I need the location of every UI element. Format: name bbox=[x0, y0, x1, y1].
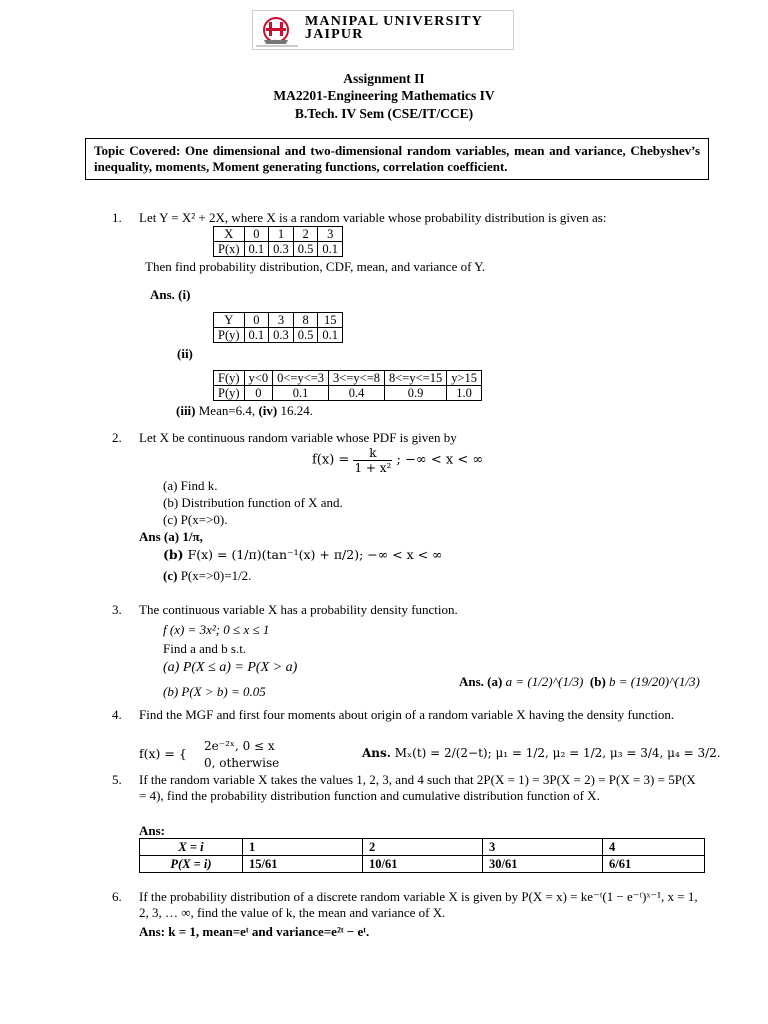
table-cell: 2 bbox=[293, 227, 318, 242]
table-cell: 0 bbox=[244, 313, 269, 328]
table-row-header: X bbox=[214, 227, 245, 242]
q2-pdf bbox=[312, 446, 483, 475]
q1-text: Let Y = X² + 2X, where X is a random variable whose probability distribution is given as: bbox=[139, 210, 607, 225]
q2-pdf-fraction bbox=[353, 446, 392, 475]
table-cell: 0.4 bbox=[329, 386, 385, 401]
q2-ans-c-label: (c) bbox=[163, 568, 178, 583]
table-cell: 0.3 bbox=[269, 242, 294, 257]
q1-number: 1. bbox=[112, 210, 122, 225]
q4-case-2: 0, otherwise bbox=[204, 756, 280, 770]
q3-text: The continuous variable X has a probability density function. bbox=[139, 602, 458, 617]
q1-ans-iii-label: (iii) bbox=[176, 403, 196, 418]
q4-ans-label: Ans. bbox=[362, 746, 391, 760]
table-cell: y<0 bbox=[244, 371, 273, 386]
table-row bbox=[140, 856, 705, 873]
q3-answer bbox=[459, 674, 700, 690]
table-cell: 15 bbox=[318, 313, 343, 328]
q1-ans-iv: 16.24. bbox=[277, 403, 313, 418]
table-cell: 0.1 bbox=[273, 386, 329, 401]
q2-ans-b-label: (b) bbox=[163, 547, 184, 562]
table-cell: 4 bbox=[603, 839, 705, 856]
q2-part-a: (a) Find k. bbox=[163, 478, 218, 493]
table-row-header: P(y) bbox=[214, 386, 245, 401]
q1-table-cdf bbox=[213, 370, 482, 401]
q4-text: Find the MGF and first four moments about origin of a random variable X having the density function. bbox=[139, 707, 675, 722]
q3-pdf: f (x) = 3x²; 0 ≤ x ≤ 1 bbox=[163, 622, 270, 637]
table-cell: 10/61 bbox=[363, 856, 483, 873]
program-title: B.Tech. IV Sem (CSE/IT/CCE) bbox=[294, 106, 474, 121]
table-cell: 3 bbox=[483, 839, 603, 856]
table-row-header: X = i bbox=[140, 839, 243, 856]
q2-ans-b bbox=[163, 547, 442, 563]
q2-part-b: (b) Distribution function of X and. bbox=[163, 495, 343, 510]
q5-table bbox=[139, 838, 705, 873]
table-row-header: Y bbox=[214, 313, 245, 328]
q5-ans-label: Ans: bbox=[139, 823, 166, 838]
table-cell: 0.5 bbox=[293, 328, 318, 343]
q1-ans-ii: (ii) bbox=[177, 346, 193, 361]
table-row bbox=[214, 313, 343, 328]
table-cell: 0.1 bbox=[244, 328, 269, 343]
table-cell: 0.9 bbox=[385, 386, 447, 401]
course-title: MA2201-Engineering Mathematics IV bbox=[273, 88, 495, 103]
table-cell: 3<=y<=8 bbox=[329, 371, 385, 386]
q4-case-1: 2e⁻²ˣ, 0 ≤ x bbox=[204, 739, 275, 753]
q6-answer: Ans: k = 1, mean=eᵗ and variance=e²ᵗ − eᵗ. bbox=[139, 924, 370, 939]
q2-ans-a: Ans (a) 1/π, bbox=[139, 529, 203, 544]
table-cell: 1 bbox=[269, 227, 294, 242]
table-row bbox=[214, 227, 343, 242]
q2-number: 2. bbox=[112, 430, 122, 445]
q2-pdf-range: ; −∞ < x < ∞ bbox=[396, 452, 484, 468]
q2-ans-c bbox=[163, 568, 251, 584]
q2-part-c: (c) P(x=>0). bbox=[163, 512, 228, 527]
university-name bbox=[305, 15, 483, 41]
table-cell: 2 bbox=[363, 839, 483, 856]
q3-ans-a: a = (1/2)^(1/3) bbox=[505, 674, 584, 689]
table-cell: 30/61 bbox=[483, 856, 603, 873]
q3-cond-b: (b) P(X > b) = 0.05 bbox=[163, 684, 266, 699]
q1-ans-mean-var bbox=[176, 403, 313, 419]
table-cell: 0 bbox=[244, 227, 269, 242]
table-cell: 0.1 bbox=[318, 328, 343, 343]
q1-ans-iv-label: (iv) bbox=[258, 403, 278, 418]
table-cell: 0.5 bbox=[293, 242, 318, 257]
table-row bbox=[214, 328, 343, 343]
table-cell: 3 bbox=[318, 227, 343, 242]
q1-table-x bbox=[213, 226, 343, 257]
q1-then: Then find probability distribution, CDF, mean, and variance of Y. bbox=[145, 259, 486, 274]
table-row bbox=[214, 386, 482, 401]
q4-answer bbox=[362, 745, 721, 761]
table-cell: 8<=y<=15 bbox=[385, 371, 447, 386]
university-title: MANIPAL UNIVERSITY bbox=[305, 14, 484, 29]
q3-ans-label: Ans. (a) bbox=[459, 674, 503, 689]
assignment-title: Assignment II bbox=[343, 71, 425, 86]
table-row-header: F(y) bbox=[214, 371, 245, 386]
table-cell: 0<=y<=3 bbox=[273, 371, 329, 386]
q3-number: 3. bbox=[112, 602, 122, 617]
q3-ans-b-label: (b) bbox=[589, 674, 606, 689]
table-cell: y>15 bbox=[447, 371, 482, 386]
q3-cond-a: (a) P(X ≤ a) = P(X > a) bbox=[163, 660, 298, 675]
table-cell: 0.3 bbox=[269, 328, 294, 343]
q2-pdf-den: 1 + x² bbox=[354, 461, 392, 475]
q5-number: 5. bbox=[112, 772, 122, 787]
table-cell: 6/61 bbox=[603, 856, 705, 873]
q2-ans-b-formula: F(x) = (1/π)(tan⁻¹(x) + π/2); −∞ < x < ∞ bbox=[187, 547, 443, 562]
table-row-header: P(y) bbox=[214, 328, 245, 343]
q2-pdf-lhs: f(x) = bbox=[312, 452, 350, 468]
table-cell: 1.0 bbox=[447, 386, 482, 401]
q1-table-y bbox=[213, 312, 343, 343]
q4-ans-formula: Mₓ(t) = 2/(2−t); μ₁ = 1/2, μ₂ = 1/2, μ₃ = 3/4, μ₄ = 3/2. bbox=[394, 746, 721, 760]
university-city: JAIPUR bbox=[305, 27, 364, 42]
table-cell: 15/61 bbox=[243, 856, 363, 873]
table-cell: 3 bbox=[269, 313, 294, 328]
topic-box: Topic Covered: One dimensional and two-dimensional random variables, mean and variance, Chebyshev’s inequality, moments, Moment generating functions, correlation coefficient. bbox=[85, 138, 709, 180]
q4-pdf-lhs: f(x) = { bbox=[139, 746, 187, 761]
q6-text: If the probability distribution of a discrete random variable X is given by P(X = x) = ke⁻ᵗ(1 − e⁻ᵗ)ˣ⁻¹, x = 1, 2, 3, … ∞, find the value of k, the mean and variance of X. bbox=[139, 889, 698, 920]
table-cell: 0.1 bbox=[244, 242, 269, 257]
q3-ans-b: b = (19/20)^(1/3) bbox=[609, 674, 700, 689]
table-cell: 0.1 bbox=[318, 242, 343, 257]
q4-number: 4. bbox=[112, 707, 122, 722]
table-row bbox=[214, 371, 482, 386]
q2-text: Let X be continuous random variable whose PDF is given by bbox=[139, 430, 457, 445]
table-row bbox=[214, 242, 343, 257]
q5-text: If the random variable X takes the values 1, 2, 3, and 4 such that 2P(X = 1) = 3P(X = 2) = P(X = 3) = 5P(X = 4), find the probability distribution function and cumulative distribution function of X. bbox=[139, 772, 696, 803]
q1-ans-i: Ans. (i) bbox=[150, 287, 191, 302]
table-cell: 8 bbox=[293, 313, 318, 328]
q6-number: 6. bbox=[112, 889, 122, 904]
table-row-header: P(x) bbox=[214, 242, 245, 257]
table-cell: 0 bbox=[244, 386, 273, 401]
table-cell: 1 bbox=[243, 839, 363, 856]
q3-find: Find a and b s.t. bbox=[163, 641, 247, 656]
q2-ans-c-text: P(x=>0)=1/2. bbox=[177, 568, 252, 583]
q2-pdf-num: k bbox=[353, 446, 392, 461]
table-row-header: P(X = i) bbox=[140, 856, 243, 873]
q1-ans-iii: Mean=6.4, bbox=[195, 403, 259, 418]
table-row bbox=[140, 839, 705, 856]
